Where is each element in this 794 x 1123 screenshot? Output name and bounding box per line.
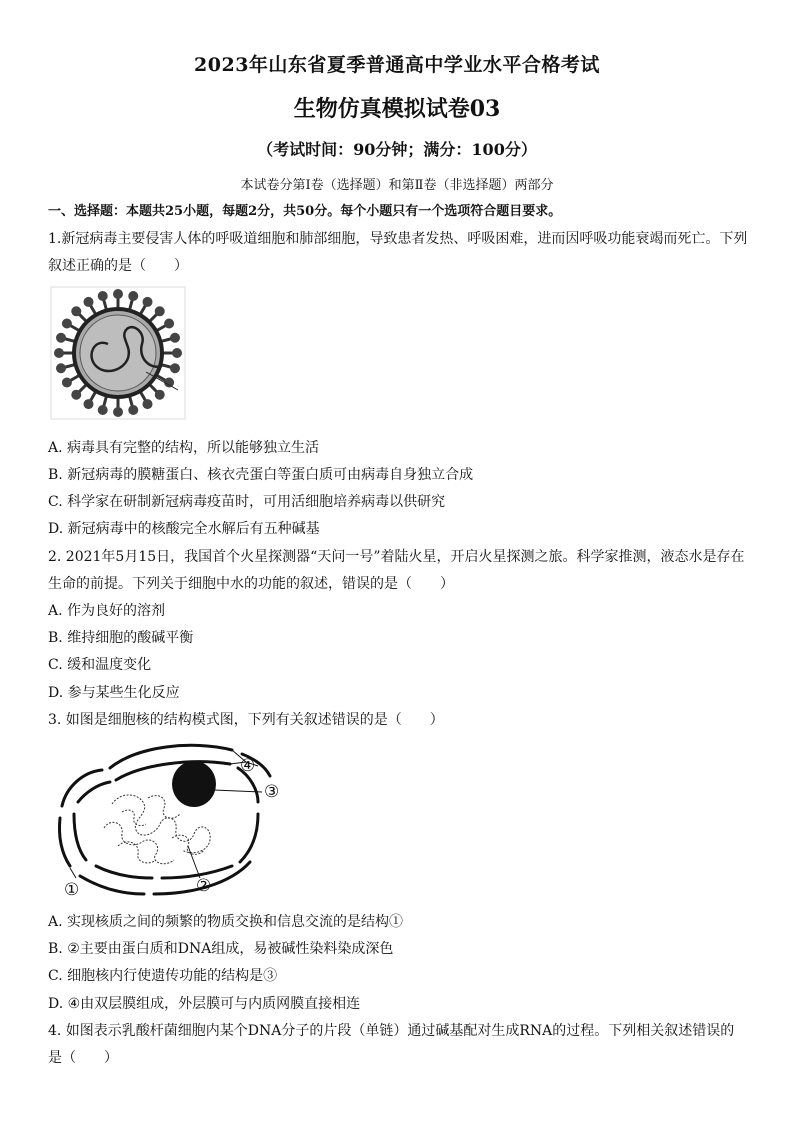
q1-option-a: A. 病毒具有完整的结构，所以能够独立生活	[48, 440, 320, 456]
q4-stem-line-2: 是（ ）	[48, 1050, 118, 1066]
spike-head	[98, 291, 108, 301]
spike-head	[56, 363, 66, 373]
q3-option-d: D. ④由双层膜组成，外层膜可与内质网膜直接相连	[48, 996, 361, 1012]
q1-option-b: B. 新冠病毒的膜糖蛋白、核衣壳蛋白等蛋白质可由病毒自身独立合成	[48, 467, 474, 483]
spike-head	[84, 297, 94, 307]
spike-head	[164, 319, 174, 329]
q4-stem-line-1: 4. 如图表示乳酸杆菌细胞内某个DNA分子的片段（单链）通过碱基配对生成RNA的过程。下列相关叙述错误的	[48, 1023, 735, 1039]
section-heading: 一、选择题：本题共25小题，每题2分，共50分。每个小题只有一个选项符合题目要求。	[48, 204, 562, 219]
spike-head	[155, 390, 165, 400]
q3-option-c: C. 细胞核内行使遗传功能的结构是③	[48, 968, 278, 984]
q2-option-a: A. 作为良好的溶剂	[48, 603, 166, 619]
spike-head	[143, 297, 153, 307]
nuclear-envelope-inner	[74, 762, 258, 878]
q2-stem-line-2: 生命的前提。下列关于细胞中水的功能的叙述，错误的是（ ）	[48, 576, 454, 592]
paper-title: 生物仿真模拟试卷03	[293, 96, 501, 122]
spike-head	[98, 405, 108, 415]
q3-stem-line-1: 3. 如图是细胞核的结构模式图，下列有关叙述错误的是（ ）	[48, 712, 444, 728]
paper-note: 本试卷分第Ⅰ卷（选择题）和第Ⅱ卷（非选择题）两部分	[240, 178, 554, 193]
spike-head	[170, 333, 180, 343]
nucleus-figure	[52, 738, 302, 903]
q1-stem-line-1: 1.新冠病毒主要侵害人体的呼吸道细胞和肺部细胞，导致患者发热、呼吸困难，进而因呼吸功能衰竭而死亡。下列	[48, 231, 748, 247]
exam-title: 2023年山东省夏季普通高中学业水平合格考试	[194, 54, 600, 76]
spike-head	[143, 399, 153, 409]
spike-head	[113, 407, 123, 417]
spike-head	[54, 348, 64, 358]
nucleolus	[172, 761, 216, 807]
label-3: ③	[264, 782, 280, 802]
spike-head	[71, 390, 81, 400]
spike-head	[71, 306, 81, 316]
spike-head	[128, 291, 138, 301]
spike-head	[128, 405, 138, 415]
q2-stem-line-1: 2. 2021年5月15日，我国首个火星探测器“天问一号”着陆火星，开启火星探测之旅。科学家推测，液态水是存在	[48, 549, 745, 565]
spike-head	[155, 306, 165, 316]
q1-option-c: C. 科学家在研制新冠病毒疫苗时，可用活细胞培养病毒以供研究	[48, 494, 446, 510]
q2-option-c: C. 缓和温度变化	[48, 657, 152, 673]
q3-option-a: A. 实现核质之间的频繁的物质交换和信息交流的是结构①	[48, 914, 404, 930]
spike-head	[113, 289, 123, 299]
time-info: （考试时间：90分钟；满分：100分）	[257, 140, 537, 159]
q3-option-b: B. ②主要由蛋白质和DNA组成，易被碱性染料染成深色	[48, 941, 394, 957]
spike-head	[56, 333, 66, 343]
spike-head	[62, 319, 72, 329]
label-2: ②	[196, 876, 212, 896]
spike-head	[170, 363, 180, 373]
label-4: ④	[240, 756, 256, 776]
spike-head	[172, 348, 182, 358]
label-1: ①	[64, 880, 80, 900]
q2-option-d: D. 参与某些生化反应	[48, 685, 180, 701]
q1-option-d: D. 新冠病毒中的核酸完全水解后有五种碱基	[48, 521, 320, 537]
q1-stem-line-2: 叙述正确的是（ ）	[48, 258, 188, 274]
spike-head	[84, 399, 94, 409]
virus-figure	[50, 286, 186, 420]
spike-head	[62, 378, 72, 388]
q2-option-b: B. 维持细胞的酸碱平衡	[48, 630, 194, 646]
